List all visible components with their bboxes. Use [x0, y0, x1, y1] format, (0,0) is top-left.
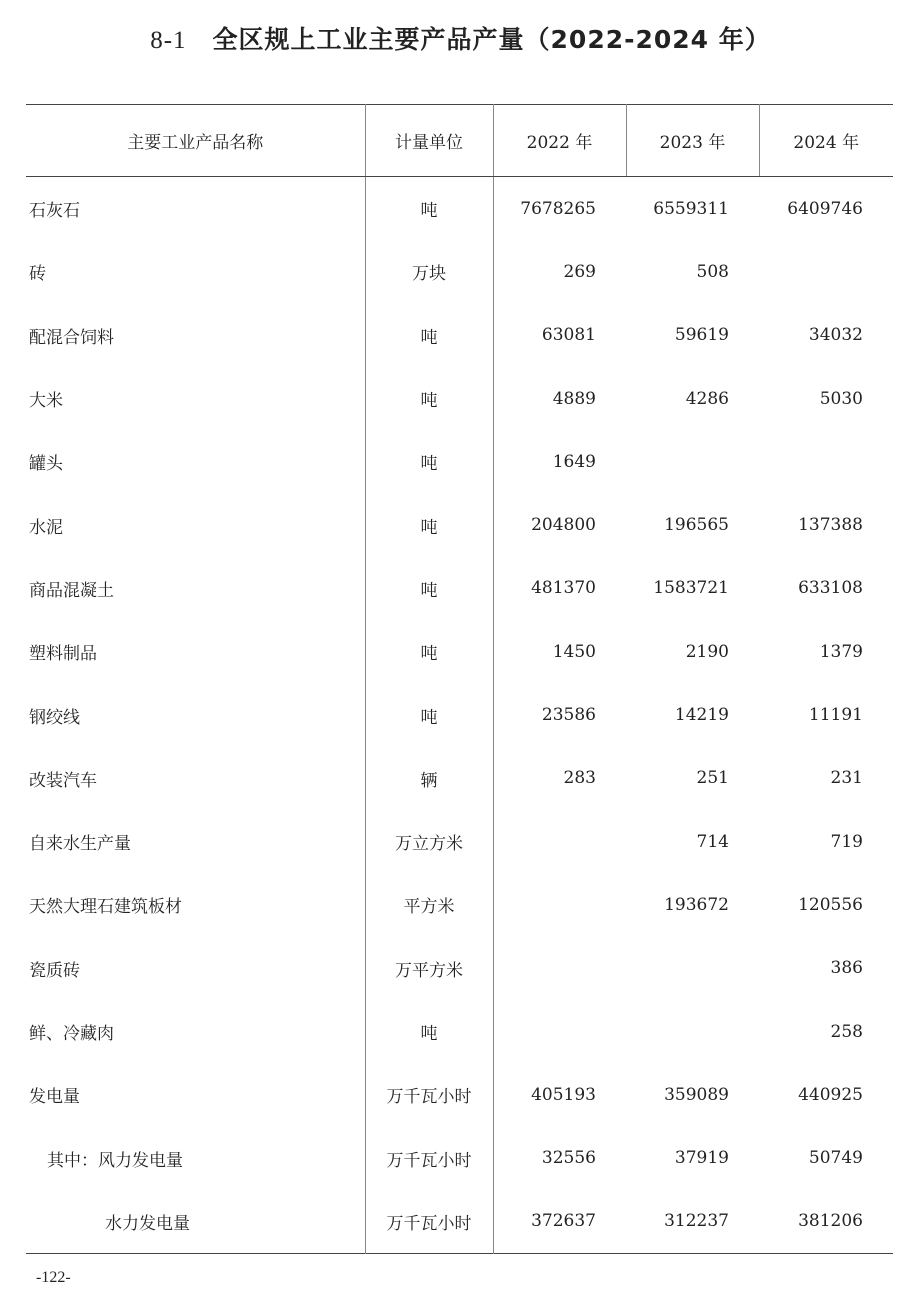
value-2024-cell: 34032 — [808, 325, 863, 346]
header-2022: 2022 年 — [493, 105, 626, 177]
table-row — [26, 1063, 893, 1126]
unit-cell: 吨 — [365, 1000, 493, 1063]
value-2022-cell: 23586 — [541, 705, 596, 726]
unit-cell: 吨 — [365, 177, 493, 241]
unit-cell: 万千瓦小时 — [365, 1126, 493, 1189]
value-2023-cell: 251 — [696, 768, 729, 789]
unit-cell: 吨 — [365, 367, 493, 430]
product-name-cell: 瓷质砖 — [29, 960, 80, 981]
table-body — [26, 177, 893, 1254]
value-2022-cell: 63081 — [541, 325, 596, 346]
table-row — [26, 430, 893, 493]
value-2022-cell: 32556 — [541, 1148, 596, 1169]
value-2024-cell: 633108 — [798, 578, 863, 599]
value-2024-cell: 381206 — [798, 1211, 863, 1232]
table-row — [26, 937, 893, 1000]
table-row — [26, 1000, 893, 1063]
product-name-cell: 石灰石 — [29, 201, 80, 222]
value-2023-cell: 4286 — [685, 388, 729, 409]
value-2022-cell — [493, 873, 626, 936]
table-row — [26, 747, 893, 810]
product-name-cell: 商品混凝土 — [29, 580, 114, 601]
product-name-cell: 改装汽车 — [29, 770, 97, 791]
unit-cell: 万平方米 — [365, 937, 493, 1000]
unit-cell: 吨 — [365, 430, 493, 493]
table-row — [26, 177, 893, 241]
value-2024-cell: 50749 — [808, 1148, 863, 1169]
table-row — [26, 810, 893, 873]
value-2023-cell: 193672 — [664, 894, 729, 915]
product-name-cell: 配混合饲料 — [29, 327, 114, 348]
value-2023-cell — [626, 1000, 759, 1063]
product-name-cell: 天然大理石建筑板材 — [29, 897, 182, 918]
value-2022-cell: 372637 — [531, 1211, 596, 1232]
unit-cell: 吨 — [365, 683, 493, 746]
table-row — [26, 557, 893, 620]
header-unit: 计量单位 — [365, 105, 493, 177]
page-number: -122- — [36, 1269, 71, 1286]
table-row — [26, 873, 893, 936]
value-2022-cell: 481370 — [531, 578, 596, 599]
value-2023-cell: 359089 — [664, 1084, 729, 1105]
table-row — [26, 683, 893, 746]
value-2024-cell: 120556 — [798, 894, 863, 915]
value-2022-cell: 204800 — [531, 515, 596, 536]
value-2022-cell — [493, 810, 626, 873]
value-2022-cell: 4889 — [552, 388, 596, 409]
table-title-text: 全区规上工业主要产品产量（2022-2024 年） — [212, 25, 771, 54]
value-2024-cell: 258 — [830, 1021, 863, 1042]
value-2024-cell: 440925 — [798, 1084, 863, 1105]
unit-cell: 吨 — [365, 557, 493, 620]
value-2024-cell — [759, 430, 893, 493]
product-name-cell: 鲜、冷藏肉 — [29, 1024, 114, 1044]
value-2022-cell: 283 — [563, 768, 596, 789]
value-2024-cell: 386 — [830, 958, 863, 979]
product-name-cell: 水泥 — [29, 517, 63, 538]
unit-cell: 万立方米 — [365, 810, 493, 873]
value-2023-cell — [626, 937, 759, 1000]
value-2023-cell: 2190 — [685, 641, 729, 662]
product-name-cell: 水力发电量 — [105, 1213, 190, 1234]
table-number: 8-1 — [150, 27, 187, 54]
value-2023-cell: 1583721 — [653, 578, 729, 599]
product-name-cell: 自来水生产量 — [29, 834, 131, 855]
unit-cell: 辆 — [365, 747, 493, 810]
product-name-cell: 钢绞线 — [29, 707, 80, 728]
product-name-cell: 大米 — [29, 391, 63, 412]
product-name-cell: 其中：风力发电量 — [47, 1150, 183, 1171]
table-row — [26, 620, 893, 683]
value-2023-cell: 14219 — [674, 705, 729, 726]
unit-cell: 万块 — [365, 240, 493, 303]
value-2024-cell: 137388 — [798, 515, 863, 536]
value-2022-cell: 405193 — [531, 1084, 596, 1105]
header-product-name: 主要工业产品名称 — [26, 105, 365, 177]
value-2024-cell — [759, 240, 893, 303]
product-name-cell: 罐头 — [29, 454, 63, 475]
page-title — [0, 20, 921, 56]
value-2023-cell: 37919 — [674, 1148, 729, 1169]
unit-cell: 吨 — [365, 493, 493, 556]
table-row — [26, 1190, 893, 1254]
table-row — [26, 240, 893, 303]
product-name-cell: 砖 — [29, 264, 46, 285]
header-2024: 2024 年 — [759, 105, 893, 177]
value-2022-cell: 269 — [563, 261, 596, 282]
value-2022-cell: 1649 — [552, 451, 596, 472]
value-2023-cell: 714 — [696, 831, 729, 852]
unit-cell: 万千瓦小时 — [365, 1190, 493, 1254]
table-row — [26, 367, 893, 430]
value-2023-cell — [626, 430, 759, 493]
value-2023-cell: 508 — [696, 261, 729, 282]
value-2024-cell: 11191 — [808, 705, 863, 726]
value-2022-cell — [493, 937, 626, 1000]
header-row — [26, 105, 893, 177]
unit-cell: 万千瓦小时 — [365, 1063, 493, 1126]
product-name-cell: 塑料制品 — [29, 644, 97, 665]
unit-cell: 平方米 — [365, 873, 493, 936]
table-row — [26, 1126, 893, 1189]
unit-cell: 吨 — [365, 620, 493, 683]
value-2024-cell: 5030 — [819, 388, 863, 409]
value-2024-cell: 231 — [830, 768, 863, 789]
value-2022-cell — [493, 1000, 626, 1063]
value-2022-cell: 7678265 — [520, 198, 596, 219]
value-2023-cell: 312237 — [664, 1211, 729, 1232]
value-2024-cell: 6409746 — [787, 198, 863, 219]
value-2023-cell: 59619 — [674, 325, 729, 346]
value-2023-cell: 6559311 — [653, 198, 729, 219]
value-2022-cell: 1450 — [552, 641, 596, 662]
table-row — [26, 304, 893, 367]
header-2023: 2023 年 — [626, 105, 759, 177]
value-2024-cell: 719 — [830, 831, 863, 852]
unit-cell: 吨 — [365, 304, 493, 367]
table-row — [26, 493, 893, 556]
production-table — [26, 104, 893, 1254]
product-name-cell: 发电量 — [29, 1087, 80, 1108]
value-2023-cell: 196565 — [664, 515, 729, 536]
value-2024-cell: 1379 — [819, 641, 863, 662]
